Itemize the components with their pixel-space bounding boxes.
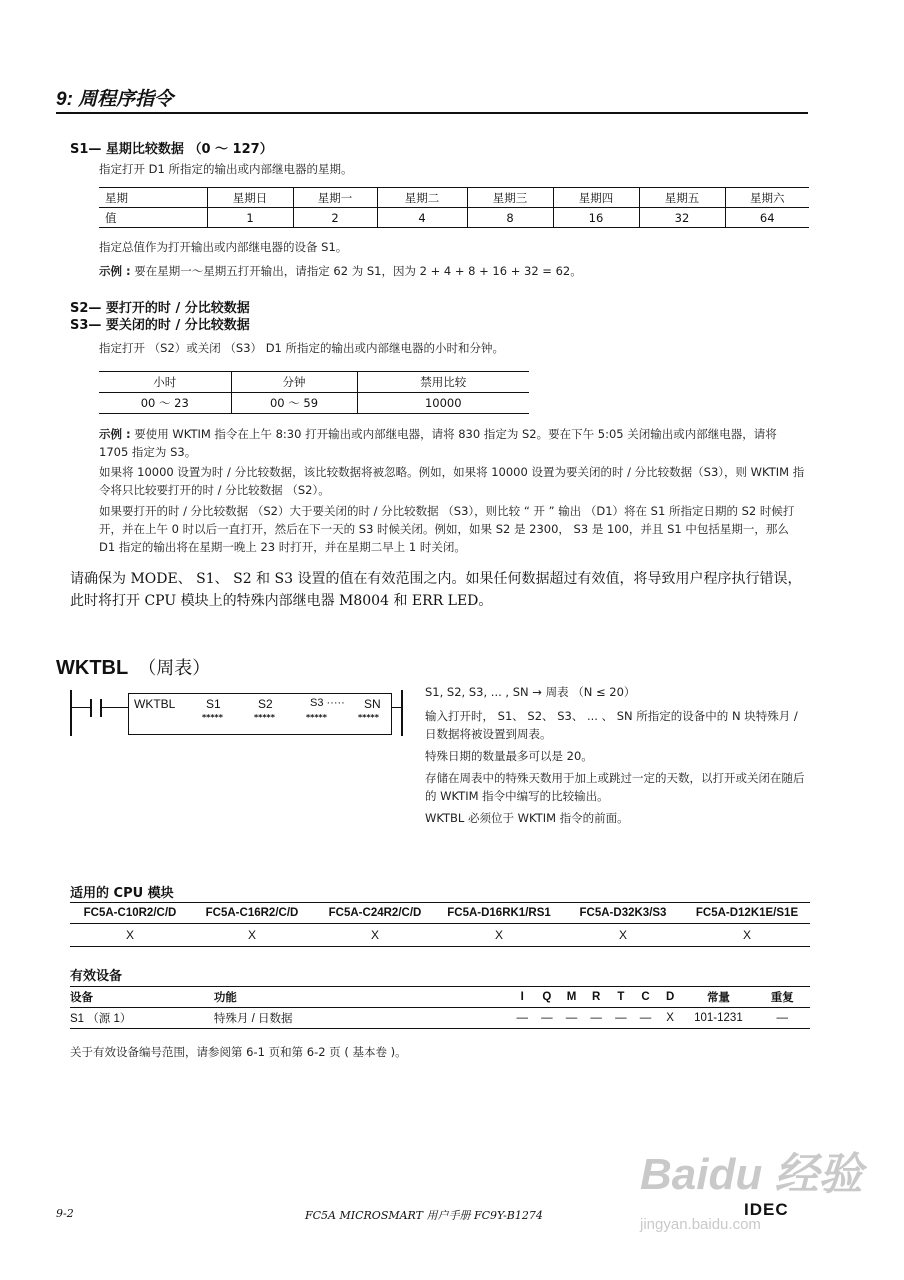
cpu-model: FC5A-C24R2/C/D [328,907,422,919]
cpu-model: FC5A-C10R2/C/D [83,907,177,919]
cpu-model: FC5A-C16R2/C/D [205,907,299,919]
operand-sn: SN [364,697,381,711]
cpu-model: FC5A-D32K3/S3 [579,907,667,919]
watermark-url: jingyan.baidu.com [640,1216,761,1233]
wktbl-formula: S1, S2, S3, ... , SN → 周表 （N ≤ 20） [425,685,636,699]
operand-stars: ***** [254,713,275,722]
time-value-row [99,393,529,414]
weekday-value-cell: 4 [377,208,467,228]
devices-header-cell: C [641,991,650,1003]
weekday-value-cell: 1 [207,208,293,228]
wktbl-line: 输入打开时， S1、 S2、 S3、 ... 、 SN 所指定的设备中的 N 块特殊月 / 日数据将被设置到周表。 [425,709,798,741]
weekday-header-cell: 星期 [99,188,207,208]
weekday-value-cell: 2 [293,208,377,228]
s1-note: 指定总值作为打开输出或内部继电器的设备 S1。 [99,240,348,254]
weekday-header-cell: 星期三 [467,188,553,208]
devices-cell: 101-1231 [694,1012,743,1024]
cpu-table [70,902,810,947]
time-header-row [99,372,529,393]
cpu-model: FC5A-D16RK1/RS1 [447,907,551,919]
devices-cell: — [541,1012,553,1024]
cpu-model-row [70,903,810,924]
page-number: 9-2 [56,1207,74,1220]
rung-line [391,707,401,708]
devices-header-cell: M [566,991,577,1003]
chapter-title: 9: 周程序指令 [56,89,174,110]
cpu-title: 适用的 CPU 模块 [70,886,174,901]
cpu-mark: X [370,928,379,942]
devices-cell: — [615,1012,627,1024]
time-header-cell: 小时 [99,372,231,393]
time-header-cell: 分钟 [231,372,357,393]
s2-title: S2— 要打开的时 / 分比较数据 [70,301,250,316]
wktbl-subtitle: （周表） [138,658,211,678]
s2s3-desc: 指定打开 （S2）或关闭 （S3） D1 所指定的输出或内部继电器的小时和分钟。 [99,341,505,355]
idec-logo: IDEC [744,1200,789,1219]
weekday-header-cell: 星期六 [725,188,809,208]
s3-title: S3— 要关闭的时 / 分比较数据 [70,318,250,333]
devices-header-cell: 重复 [770,992,794,1004]
s2s3-example [99,425,807,461]
wktbl-line: 存储在周表中的特殊天数用于加上或跳过一定的天数，以打开或关闭在随后的 WKTIM 指令中编写的比较输出。 [425,771,805,803]
s1-desc: 指定打开 D1 所指定的输出或内部继电器的星期。 [99,162,353,176]
weekday-value-cell: 64 [725,208,809,228]
devices-row [70,1008,810,1029]
manual-title: FC5A MICROSMART 用户手册 FC9Y-B1274 [305,1209,543,1222]
cpu-mark-row [70,924,810,947]
contact-bar-right [100,699,102,717]
devices-header-cell: R [592,991,601,1003]
weekday-header-cell: 星期四 [553,188,639,208]
time-value-cell: 00 ～ 23 [99,393,231,414]
devices-header-row [70,987,810,1008]
cpu-mark: X [125,928,134,942]
cpu-mark: X [618,928,627,942]
weekday-value-cell: 8 [467,208,553,228]
devices-cell: — [516,1012,528,1024]
time-header-cell: 禁用比较 [357,372,529,393]
operand-stars: ***** [306,713,327,722]
weekday-table [99,187,809,228]
s1-example [99,262,582,280]
cpu-mark: X [742,928,751,942]
operand-s2: S2 [258,697,273,711]
devices-cell: — [639,1012,652,1024]
example-text: 要在星期一～星期五打开输出，请指定 62 为 S1，因为 2 + 4 + 8 + 16 + 32 = 62。 [134,264,582,278]
weekday-value-cell: 值 [99,208,207,228]
wktbl-title [56,654,210,680]
power-rail-right [401,690,403,736]
time-table [99,371,529,414]
operand-s1: S1 [206,697,221,711]
wktbl-name: WKTBL [56,657,129,679]
instr-label: WKTBL [134,697,176,711]
wktbl-line: 特殊日期的数量最多可以是 20。 [425,749,593,763]
devices-header-cell: Q [542,991,552,1003]
weekday-value-cell: 16 [553,208,639,228]
weekday-header-row [99,188,809,208]
wktbl-line: WKTBL 必须位于 WKTIM 指令的前面。 [425,811,629,825]
time-value-cell: 00 ～ 59 [231,393,357,414]
rung-line [102,707,128,708]
watermark-logo: Baidu 经验 [640,1150,863,1199]
operand-s3: S3 ····· [310,697,345,709]
devices-header-cell: 设备 [70,992,93,1004]
weekday-header-cell: 星期一 [293,188,377,208]
devices-cell: X [666,1012,674,1024]
cpu-model: FC5A-D12K1E/S1E [695,907,799,919]
s2s3-para2: 如果要打开的时 / 分比较数据 （S2）大于要关闭的时 / 分比较数据 （S3），则比较 “ 开 ” 输出 （D1）将在 S1 所指定日期的 S2 时候打开，并在上午 0 时以后一直打开，然后在下一天的 S3 时候关闭。例如，如果 S2 是 2300， S3 是 100，并且 S1 中包括星期一，那么 D1 指定的输出将在星期一晚上 23 时打开，并在星期二早上 1 时关闭。 [99,504,795,554]
weekday-value-cell: 32 [639,208,725,228]
cpu-mark: X [494,928,503,942]
weekday-value-row [99,208,809,228]
rung-line [72,707,90,708]
devices-note: 关于有效设备编号范围，请参阅第 6-1 页和第 6-2 页 ( 基本卷 )。 [70,1045,407,1059]
devices-header-cell: 功能 [213,992,237,1004]
weekday-header-cell: 星期五 [639,188,725,208]
chapter-rule [56,112,808,114]
devices-cell: S1 （源 1） [70,1013,132,1025]
devices-cell: — [776,1012,788,1024]
devices-header-cell: D [665,991,675,1003]
devices-header-cell: I [520,991,524,1003]
devices-table [70,986,810,1029]
s1-title: S1— 星期比较数据 （0 ～ 127） [70,142,273,157]
example-label: 示例 : [99,264,131,278]
operand-stars: ***** [202,713,223,722]
power-rail-left [70,690,72,736]
weekday-header-cell: 星期日 [207,188,293,208]
operand-stars: ***** [358,713,379,722]
cpu-mark: X [247,928,256,942]
contact-bar-left [90,699,92,717]
devices-cell: 特殊月 / 日数据 [213,1013,293,1025]
devices-cell: — [590,1012,602,1024]
warning-paragraph: 请确保为 MODE、 S1、 S2 和 S3 设置的值在有效范围之内。如果任何数据超过有效值，将导致用户程序执行错误，此时将打开 CPU 模块上的特殊内部继电器 M8004 和 ERR LED。 [70,571,802,609]
s2s3-para1: 如果将 10000 设置为时 / 分比较数据，该比较数据将被忽略。例如，如果将 10000 设置为要关闭的时 / 分比较数据（S3），则 WKTIM 指令将只比较要打开的时 / 分比较数据 （S2）。 [99,465,805,497]
example-text: 要使用 WKTIM 指令在上午 8:30 打开输出或内部继电器，请将 830 指定为 S2。要在下午 5:05 关闭输出或内部继电器，请将 1705 指定为 S3。 [99,427,777,459]
devices-header-cell: T [617,991,625,1003]
devices-header-cell: 常量 [706,992,730,1004]
devices-cell: — [565,1012,578,1024]
example-label: 示例 : [99,427,131,441]
time-value-cell: 10000 [357,393,529,414]
devices-title: 有效设备 [70,969,123,984]
weekday-header-cell: 星期二 [377,188,467,208]
